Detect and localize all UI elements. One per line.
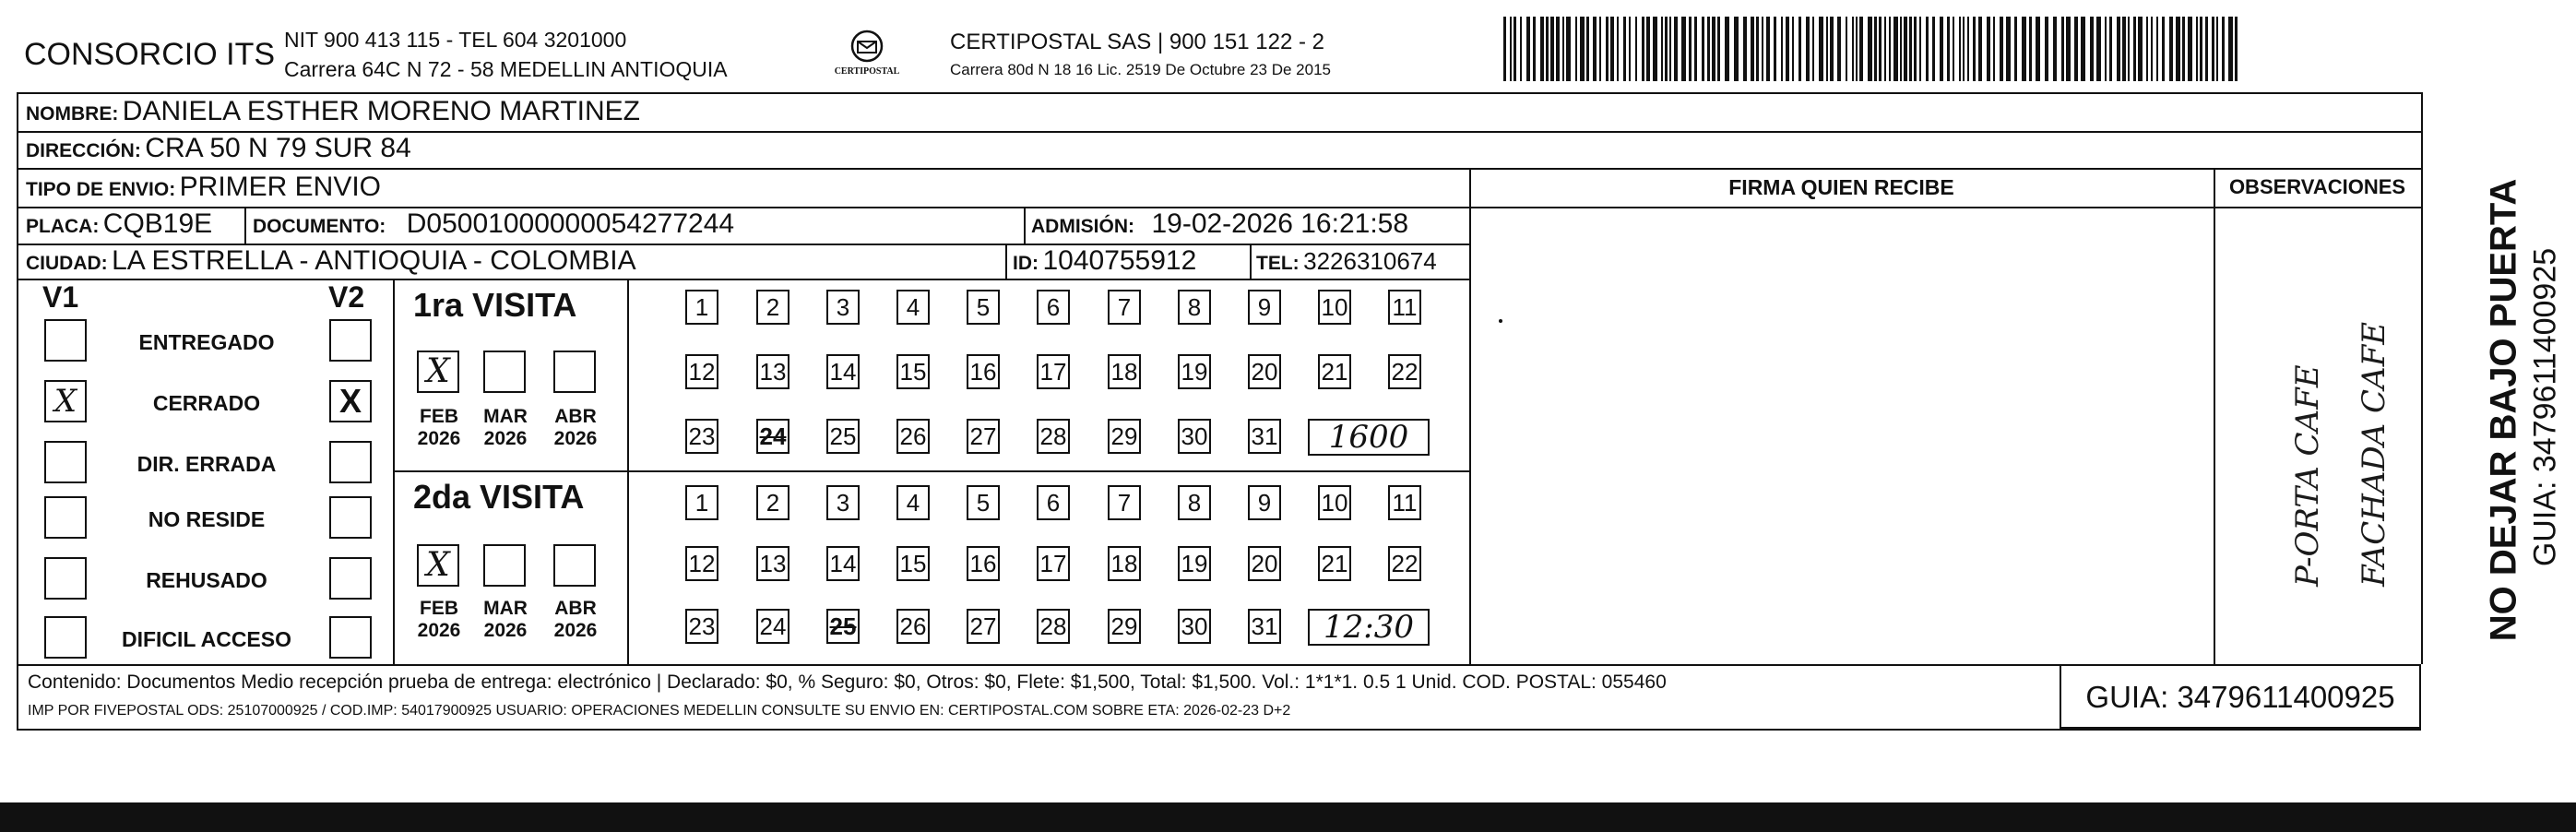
documento-value: D05001000000054277244 [406, 208, 735, 239]
barcode-bar [1694, 17, 1697, 81]
barcode-bar [2006, 17, 2011, 81]
ciudad-label: CIUDAD: [26, 253, 108, 274]
barcode-bar [1837, 17, 1841, 81]
second-visit-day-box[interactable]: 16 [967, 546, 1000, 581]
barcode-bar [2156, 17, 2158, 81]
barcode-bar [1503, 17, 1506, 81]
tel-value: 3226310674 [1303, 247, 1437, 275]
month-name: FEB [420, 406, 458, 427]
first-visit-day-box[interactable]: 9 [1248, 290, 1281, 325]
second-visit-day-box[interactable]: 13 [756, 546, 789, 581]
first-visit-month-label [548, 406, 603, 450]
tipo-envio-value: PRIMER ENVIO [179, 172, 382, 202]
first-visit-day-box[interactable]: 30 [1178, 419, 1211, 454]
v1-checkbox[interactable] [44, 557, 87, 600]
barcode-bar [1859, 17, 1863, 81]
barcode-bar [2036, 17, 2040, 81]
second-visit-day-box[interactable]: 2 [756, 485, 789, 520]
barcode-bar [1653, 17, 1657, 81]
barcode-bar [2222, 17, 2225, 81]
barcode-bar [1520, 17, 1522, 81]
barcode-bar [2196, 17, 2198, 81]
second-visit-day-box[interactable]: 22 [1388, 546, 1421, 581]
first-visit-day-box[interactable]: 7 [1108, 290, 1141, 325]
barcode-bar [2109, 17, 2112, 81]
first-visit-day-box[interactable]: 28 [1037, 419, 1070, 454]
barcode-bar [2162, 17, 2165, 81]
barcode-bar [1993, 17, 1995, 81]
barcode-bar [2228, 17, 2233, 81]
barcode-bar [2212, 17, 2214, 81]
barcode-bar [1812, 17, 1814, 81]
second-visit-month-label [548, 598, 603, 642]
status-label: NO RESIDE [148, 507, 266, 531]
barcode-bar [1792, 17, 1794, 81]
placa-field [26, 208, 212, 240]
barcode-bar [1606, 17, 1609, 81]
first-visit-day-box[interactable]: 11 [1388, 290, 1421, 325]
v1-checkbox[interactable]: X [44, 380, 87, 422]
second-visit-day-box[interactable]: 24 [756, 609, 789, 644]
second-visit-day-box[interactable]: 3 [826, 485, 860, 520]
first-visit-day-box[interactable]: 26 [896, 419, 930, 454]
second-visit-day-box[interactable]: 18 [1108, 546, 1141, 581]
second-visit-time-box[interactable]: 12:30 [1308, 609, 1430, 646]
first-visit-day-box[interactable]: 21 [1318, 354, 1351, 389]
barcode-bar [1786, 17, 1789, 81]
first-visit-day-box[interactable]: 5 [967, 290, 1000, 325]
logo-text: CERTIPOSTAL [834, 66, 900, 77]
barcode-bar [1665, 17, 1668, 81]
first-visit-time-box[interactable]: 1600 [1308, 419, 1430, 456]
first-visit-day-box[interactable]: 27 [967, 419, 1000, 454]
first-visit-day-box[interactable]: 4 [896, 290, 930, 325]
first-visit-day-box[interactable]: 31 [1248, 419, 1281, 454]
first-visit-day-box[interactable]: 13 [756, 354, 789, 389]
ciudad-value: LA ESTRELLA - ANTIOQUIA - COLOMBIA [112, 245, 636, 276]
first-visit-day-box[interactable]: 3 [826, 290, 860, 325]
barcode-bar [1661, 17, 1663, 81]
month-year: 2026 [553, 428, 598, 449]
firma-area[interactable] [1471, 208, 2212, 662]
barcode-bar [1879, 17, 1882, 81]
barcode-bar [1510, 17, 1512, 81]
barcode-bar [2066, 17, 2071, 81]
barcode-bar [1963, 17, 1965, 81]
first-visit-day-box[interactable]: 18 [1108, 354, 1141, 389]
tipo-envio-label: TIPO DE ENVIO: [26, 179, 176, 200]
barcode-bar [1967, 17, 1969, 81]
barcode-bar [2014, 17, 2017, 81]
footer-imp: IMP POR FIVEPOSTAL ODS: 25107000925 / COD.IMP: 54017900925 USUARIO: OPERACIONES MEDELLIN CONSULTE SU ENVIO EN: CERTIPOSTAL.COM SOBRE ETA: 2026-02-23 D+2 [28, 703, 1291, 719]
direccion-label: DIRECCIÓN: [26, 140, 141, 161]
month-name: MAR [483, 598, 528, 619]
barcode-bar [1932, 17, 1935, 81]
note-right: FACHADA CAFE [2356, 321, 2392, 587]
second-visit-day-box[interactable]: 19 [1178, 546, 1211, 581]
second-visit-day-box[interactable]: 4 [896, 485, 930, 520]
barcode-bar [1629, 17, 1631, 81]
barcode-bar [1904, 17, 1907, 81]
v1-checkbox[interactable] [44, 441, 87, 483]
barcode-bar [2205, 17, 2208, 81]
first-visit-day-box[interactable]: 2 [756, 290, 789, 325]
first-visit-day-box[interactable]: 12 [685, 354, 718, 389]
operator-license: Carrera 80d N 18 16 Lic. 2519 De Octubre 23 De 2015 [950, 61, 1331, 78]
second-visit-day-box[interactable]: 30 [1178, 609, 1211, 644]
second-visit-day-box[interactable]: 17 [1037, 546, 1070, 581]
barcode-bar [1868, 17, 1872, 81]
id-label: ID: [1013, 253, 1039, 274]
certipostal-logo [830, 28, 904, 83]
second-visit-day-box[interactable]: 29 [1108, 609, 1141, 644]
second-visit-day-box[interactable]: 10 [1318, 485, 1351, 520]
barcode-bar [1987, 17, 1990, 81]
barcode-bar [2074, 17, 2078, 81]
month-name: FEB [420, 598, 458, 619]
status-label: CERRADO [152, 391, 261, 415]
month-year: 2026 [553, 620, 598, 641]
barcode-bar [2146, 17, 2148, 81]
id-field [1013, 245, 1196, 277]
barcode-bar [2182, 17, 2185, 81]
second-visit-day-box[interactable]: 11 [1388, 485, 1421, 520]
ciudad-field [26, 245, 636, 277]
first-visit-month-box[interactable]: X [417, 351, 459, 393]
first-visit-day-box[interactable]: 23 [685, 419, 718, 454]
second-visit-title: 2da VISITA [413, 478, 585, 516]
tel-field [1256, 247, 1437, 276]
second-visit-month-box[interactable] [483, 544, 526, 587]
barcode-bar [2117, 17, 2120, 81]
barcode-bar [1712, 17, 1715, 81]
barcode-bar [1884, 17, 1886, 81]
second-visit-day-box[interactable]: 1 [685, 485, 718, 520]
first-visit-day-box[interactable]: 19 [1178, 354, 1211, 389]
second-visit-day-box[interactable]: 21 [1318, 546, 1351, 581]
barcode-bar [2090, 17, 2094, 81]
barcode-bar [2053, 17, 2057, 81]
second-visit-day-box[interactable]: 12 [685, 546, 718, 581]
month-year: 2026 [483, 428, 528, 449]
barcode-bar [1734, 17, 1739, 81]
barcode-bar [1617, 17, 1619, 81]
barcode-bar [1743, 17, 1747, 81]
barcode-bar [1762, 17, 1763, 81]
barcode-bar [1781, 17, 1783, 81]
v1-label: V1 [42, 280, 79, 314]
second-visit-month-box[interactable]: X [417, 544, 459, 587]
barcode-bar [1533, 17, 1536, 81]
barcode-bar [2216, 17, 2218, 81]
first-visit-month-box[interactable] [553, 351, 596, 393]
first-visit-day-box[interactable]: 6 [1037, 290, 1070, 325]
status-label: DIR. ERRADA [137, 452, 277, 476]
second-visit-day-box[interactable]: 9 [1248, 485, 1281, 520]
v2-checkbox[interactable] [329, 557, 372, 600]
barcode-bar [1959, 17, 1961, 81]
side-guia: GUIA: 3479611400925 [2527, 247, 2563, 567]
barcode-bar [1914, 17, 1917, 81]
barcode-bar [1540, 17, 1544, 81]
barcode-bar [1717, 17, 1720, 81]
barcode-bar [2169, 17, 2173, 81]
barcode-bar [1586, 17, 1589, 81]
second-visit-day-box[interactable]: 26 [896, 609, 930, 644]
nombre-row [26, 96, 640, 127]
operator-name: CERTIPOSTAL SAS | 900 151 122 - 2 [950, 30, 1324, 54]
barcode-bar [2235, 17, 2238, 81]
month-year: 2026 [417, 428, 461, 449]
first-visit-day-box[interactable]: 29 [1108, 419, 1141, 454]
placa-label: PLACA: [26, 216, 100, 237]
first-visit-day-box[interactable]: 22 [1388, 354, 1421, 389]
first-visit-day-box[interactable]: 16 [967, 354, 1000, 389]
company-nit: NIT 900 413 115 - TEL 604 3201000 [284, 28, 627, 52]
barcode-bar [1919, 17, 1921, 81]
placa-value: CQB19E [102, 208, 213, 239]
barcode-bar [1806, 17, 1810, 81]
v2-checkbox[interactable] [329, 496, 372, 539]
observaciones-notes [2215, 208, 2419, 662]
second-visit-day-box[interactable]: 25 [826, 609, 860, 644]
month-name: ABR [554, 598, 597, 619]
note-left: P-ORTA CAFE [2289, 364, 2326, 587]
second-visit-day-box[interactable]: 28 [1037, 609, 1070, 644]
barcode-bar [1846, 17, 1847, 81]
second-visit-day-box[interactable]: 6 [1037, 485, 1070, 520]
first-visit-day-box[interactable]: 15 [896, 354, 930, 389]
barcode-bar [1702, 17, 1704, 81]
barcode-bar [1856, 17, 1858, 81]
barcode-bar [2133, 17, 2136, 81]
first-visit-month-label [478, 406, 533, 450]
second-visit-month-label [478, 598, 533, 642]
barcode-bar [1610, 17, 1614, 81]
second-visit-day-box[interactable]: 14 [826, 546, 860, 581]
documento-field [253, 208, 734, 240]
direccion-row [26, 133, 411, 164]
second-visit-month-box[interactable] [553, 544, 596, 587]
month-name: MAR [483, 406, 528, 427]
barcode-bar [1674, 17, 1678, 81]
footer-contenido: Contenido: Documentos Medio recepción prueba de entrega: electrónico | Declarado: $0, % Seguro: $0, Otros: $0, Flete: $1,500, Total: $1,500. Vol.: 1*1*1. 0.5 1 Unid. COD. POSTAL: 055460 [28, 672, 1667, 693]
barcode-bar [1909, 17, 1912, 81]
barcode-bar [1900, 17, 1902, 81]
second-visit-day-box[interactable]: 20 [1248, 546, 1281, 581]
first-visit-title: 1ra VISITA [413, 286, 577, 324]
barcode-bar [1635, 17, 1637, 81]
v2-checkbox[interactable] [329, 616, 372, 659]
barcode-bar [1526, 17, 1530, 81]
barcode-bar [1550, 17, 1554, 81]
v2-checkbox[interactable]: X [329, 380, 372, 422]
barcode-bar [1593, 17, 1597, 81]
barcode-bar [2128, 17, 2130, 81]
status-label: ENTREGADO [138, 330, 275, 354]
first-visit-day-box[interactable]: 8 [1178, 290, 1211, 325]
barcode-bar [1973, 17, 1976, 81]
status-label: REHUSADO [146, 568, 267, 592]
barcode-bar [1947, 17, 1950, 81]
barcode-bar [2029, 17, 2032, 81]
barcode-bar [1646, 17, 1650, 81]
admision-label: ADMISIÓN: [1031, 216, 1134, 237]
barcode-bar [1562, 17, 1564, 81]
barcode-bar [1830, 17, 1834, 81]
barcode-bar [1669, 17, 1671, 81]
second-visit-day-box[interactable]: 15 [896, 546, 930, 581]
observaciones-header: OBSERVACIONES [2228, 175, 2406, 198]
v1-checkbox[interactable] [44, 319, 87, 362]
barcode-bar [1642, 17, 1644, 81]
barcode-bar [2188, 17, 2192, 81]
month-year: 2026 [417, 620, 461, 641]
barcode-bar [1893, 17, 1898, 81]
firma-header: FIRMA QUIEN RECIBE [1728, 175, 1954, 199]
side-warning: NO DEJAR BAJO PUERTA [2483, 178, 2524, 642]
barcode-bar [1725, 17, 1729, 81]
barcode-bar [1566, 17, 1571, 81]
barcode-bar [1874, 17, 1877, 81]
documento-label: DOCUMENTO: [253, 216, 386, 237]
barcode-bar [1556, 17, 1560, 81]
barcode-bar [2176, 17, 2180, 81]
dot-mark [1499, 319, 1502, 323]
barcode-bar [1681, 17, 1686, 81]
barcode-bar [2138, 17, 2143, 81]
second-visit-day-box[interactable]: 31 [1248, 609, 1281, 644]
nombre-value: DANIELA ESTHER MORENO MARTINEZ [122, 96, 640, 126]
second-visit-month-label [411, 598, 467, 642]
barcode-bar [2022, 17, 2026, 81]
barcode-bar [1852, 17, 1854, 81]
direccion-value: CRA 50 N 79 SUR 84 [145, 133, 411, 163]
id-value: 1040755912 [1042, 245, 1197, 276]
barcode-bar [1774, 17, 1776, 81]
bottom-edge-bar [0, 802, 2576, 832]
barcode-bar [1819, 17, 1823, 81]
first-visit-day-box[interactable]: 20 [1248, 354, 1281, 389]
barcode-bar [1707, 17, 1710, 81]
first-visit-day-box[interactable]: 24 [756, 419, 789, 454]
second-visit-day-box[interactable]: 8 [1178, 485, 1211, 520]
barcode-bar [1599, 17, 1601, 81]
first-visit-day-box[interactable]: 1 [685, 290, 718, 325]
barcode-bar [1926, 17, 1929, 81]
first-visit-day-box[interactable]: 17 [1037, 354, 1070, 389]
tipo-envio-row [26, 172, 381, 203]
barcode-bar [2096, 17, 2101, 81]
v2-checkbox[interactable] [329, 319, 372, 362]
second-visit-day-box[interactable]: 23 [685, 609, 718, 644]
admision-value: 19-02-2026 16:21:58 [1151, 208, 1409, 239]
guia-box-text: GUIA: 3479611400925 [2085, 680, 2395, 714]
barcode-bar [1580, 17, 1585, 81]
admision-field [1031, 208, 1408, 240]
barcode-bar [1756, 17, 1759, 81]
status-label: DIFICIL ACCESO [121, 627, 291, 651]
barcode-bar [2105, 17, 2107, 81]
month-year: 2026 [483, 620, 528, 641]
company-name: CONSORCIO ITS [24, 37, 276, 72]
barcode-bar [2122, 17, 2126, 81]
barcode-bar [1826, 17, 1828, 81]
second-visit-day-box[interactable]: 27 [967, 609, 1000, 644]
barcode-bar [1889, 17, 1891, 81]
barcode-bar [1689, 17, 1692, 81]
v2-checkbox[interactable] [329, 441, 372, 483]
tel-label: TEL: [1256, 253, 1300, 274]
second-visit-day-box[interactable]: 7 [1108, 485, 1141, 520]
barcode-bar [1978, 17, 1982, 81]
first-visit-day-box[interactable]: 25 [826, 419, 860, 454]
barcode [1503, 13, 2241, 87]
barcode-bar [2200, 17, 2202, 81]
v2-label: V2 [328, 280, 365, 314]
barcode-bar [1798, 17, 1801, 81]
barcode-bar [1623, 17, 1626, 81]
barcode-bar [1514, 17, 1516, 81]
first-visit-day-box[interactable]: 10 [1318, 290, 1351, 325]
barcode-bar [1546, 17, 1549, 81]
nombre-label: NOMBRE: [26, 103, 119, 125]
v1-checkbox[interactable] [44, 616, 87, 659]
barcode-bar [2061, 17, 2064, 81]
barcode-bar [2000, 17, 2003, 81]
v1-checkbox[interactable] [44, 496, 87, 539]
barcode-bar [2081, 17, 2085, 81]
company-address: Carrera 64C N 72 - 58 MEDELLIN ANTIOQUIA [284, 57, 728, 81]
barcode-bar [1953, 17, 1954, 81]
barcode-bar [1751, 17, 1754, 81]
first-visit-month-box[interactable] [483, 351, 526, 393]
barcode-bar [2151, 17, 2153, 81]
first-visit-month-label [411, 406, 467, 450]
first-visit-day-box[interactable]: 14 [826, 354, 860, 389]
second-visit-day-box[interactable]: 5 [967, 485, 1000, 520]
barcode-bar [1940, 17, 1943, 81]
barcode-bar [1575, 17, 1577, 81]
barcode-bar [2045, 17, 2048, 81]
barcode-bar [1766, 17, 1770, 81]
month-name: ABR [554, 406, 597, 427]
